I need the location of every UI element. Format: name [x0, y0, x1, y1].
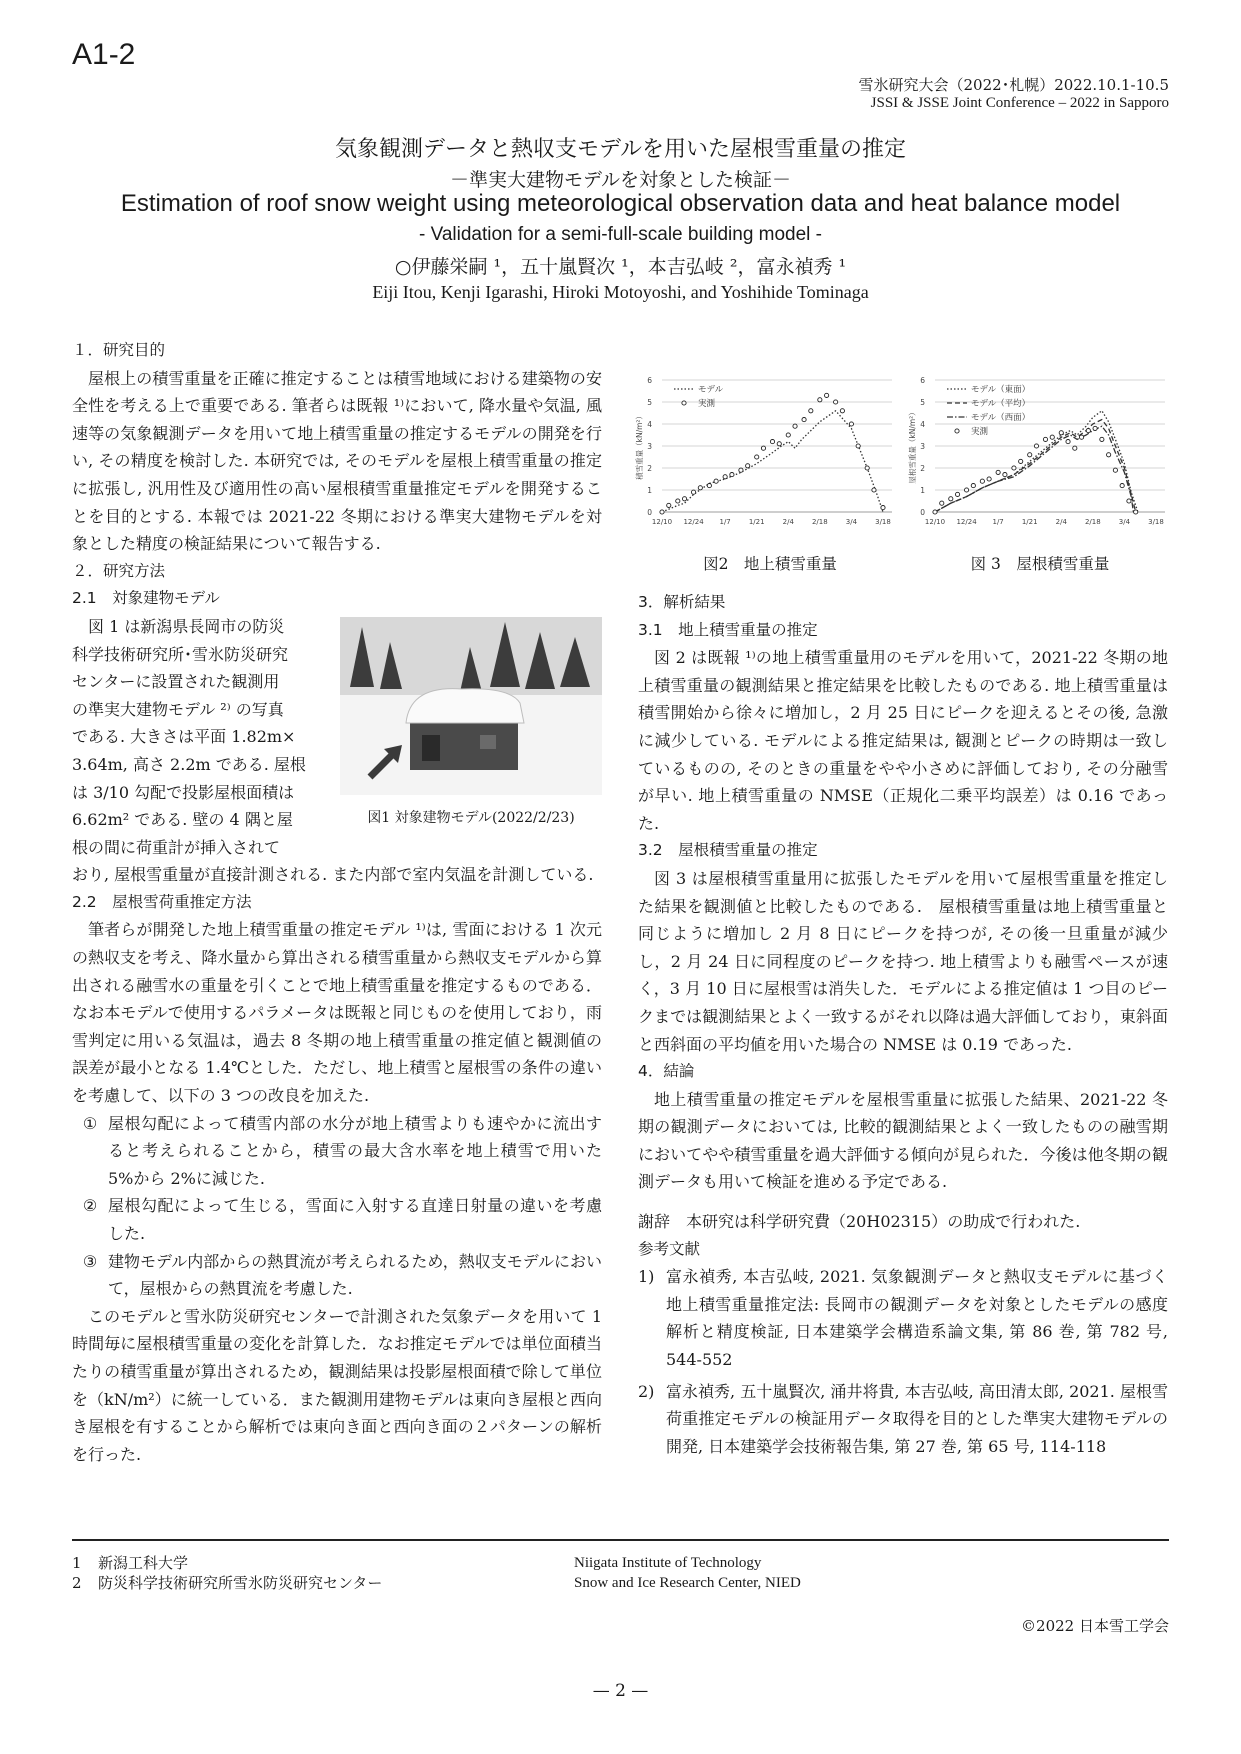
data-point — [1086, 429, 1090, 433]
data-point — [940, 501, 944, 505]
data-point — [1012, 466, 1016, 470]
section31-text: 図 2 は既報 ¹⁾の地上積雪重量用のモデルを用いて，2021-22 冬期の地上積雪重量の観測結果と推定結果を比較したものである. 地上積雪重量は積雪開始から徐々に増加し，2 月 25 日にピークを迎えるとその後, 急激に減少している. モデルによる推定結果は, 観測とピークの時期は一致しているものの, そのときの重量をやや小さめに評価しており, その分融雪が早い. 地上積雪重量の NMSE（正規化二乗平均誤差）は 0.16 であった. — [638, 648, 1168, 833]
data-point — [840, 409, 844, 413]
y-tick-label: 0 — [647, 508, 652, 517]
authors-en: Eiji Itou, Kenji Igarashi, Hiroki Motoyoshi, and Yoshihide Tominaga — [372, 282, 869, 302]
y-tick-label: 0 — [920, 508, 925, 517]
y-tick-label: 5 — [920, 398, 925, 407]
data-point — [1059, 431, 1063, 435]
authors-jp: ○伊藤栄嗣 ¹，五十嵐賢次 ¹，本吉弘岐 ²，富永禎秀 ¹ — [394, 256, 847, 278]
section21-lines — [72, 613, 330, 861]
x-tick-label: 1/21 — [1021, 518, 1038, 526]
data-point — [746, 464, 750, 468]
x-tick-label: 3/4 — [845, 518, 858, 526]
data-point — [996, 470, 1000, 474]
data-point — [1019, 459, 1023, 463]
item-number: ① — [82, 1113, 98, 1133]
affiliation-1 — [72, 1553, 188, 1573]
title-en: Estimation of roof snow weight using meteorological observation data and heat balance model — [120, 190, 1121, 217]
data-point — [1073, 446, 1077, 450]
left-column — [72, 337, 602, 1468]
references-heading: 参考文献 — [638, 1239, 701, 1258]
data-point — [949, 497, 953, 501]
data-point — [667, 503, 671, 507]
data-point — [770, 440, 774, 444]
figure1-photo — [340, 617, 602, 795]
section32-heading: 3.2 屋根積雪重量の推定 — [638, 841, 818, 860]
paper-code: A1-2 — [72, 38, 136, 71]
legend-label: モデル（西面） — [971, 413, 1031, 423]
data-point — [1079, 435, 1083, 439]
data-point — [714, 479, 718, 483]
y-tick-label: 5 — [647, 398, 652, 407]
acknowledgement: 謝辞 本研究は科学研究費（20H02315）の助成で行われた. — [638, 1212, 1081, 1232]
subtitle-en: - Validation for a semi-full-scale building model - — [418, 224, 823, 245]
text-line: は 3/10 勾配で投影屋根面積は — [72, 782, 295, 802]
footer-rule — [72, 1539, 1169, 1541]
list-item — [72, 1248, 602, 1303]
data-point — [682, 497, 686, 501]
affiliation-2 — [72, 1573, 382, 1593]
y-tick-label: 4 — [920, 420, 925, 429]
item-number: ③ — [82, 1251, 98, 1271]
section1-text: 屋根上の積雪重量を正確に推定することは積雪地域における建築物の安全性を考える上で重要である. 筆者らは既報 ¹⁾において, 降水量や気温, 風速等の気象観測データを用いて地上積雪重量の推定するモデルの開発を行い, その精度を検討した. 本研究では, そのモデルを屋根上積雪重量の推定に拡張し, 汎用性及び適用性の高い屋根積雪重量推定モデルを開発することを目的とする. 本報では 2021-22 冬期における準実大建物モデルを対象とした精度の検証結果について報告する. — [72, 368, 602, 554]
x-tick-label: 3/18 — [1148, 518, 1164, 526]
text-line: 図 1 は新潟県長岡市の防災 — [88, 616, 285, 636]
text-line: 科学技術研究所･雪氷防災研究 — [72, 644, 289, 664]
section1-heading: １．研究目的 — [72, 341, 166, 359]
x-tick-label: 1/7 — [992, 518, 1004, 526]
data-point — [849, 422, 853, 426]
x-tick-label: 12/24 — [683, 518, 704, 526]
legend-label: モデル（東面） — [971, 385, 1031, 395]
y-tick-label: 2 — [647, 464, 652, 473]
data-point — [955, 492, 959, 496]
figure1-caption: 図1 対象建物モデル(2022/2/23) — [367, 809, 575, 826]
y-tick-label: 3 — [647, 442, 652, 451]
data-point — [933, 510, 937, 514]
data-point — [1100, 437, 1104, 441]
data-point — [1134, 510, 1138, 514]
legend-label: モデル — [698, 385, 724, 395]
data-point — [730, 473, 734, 477]
data-point — [777, 442, 781, 446]
conference-jp: 雪氷研究大会（2022･札幌）2022.10.1‐10.5 — [858, 76, 1169, 94]
conference-en: JSSI & JSSE Joint Conference – 2022 in Sapporo — [870, 95, 1169, 111]
figure3-chart — [903, 372, 1173, 537]
data-point — [971, 484, 975, 488]
legend-label: モデル（平均） — [971, 399, 1031, 409]
affiliation-1-en: Niigata Institute of Technology — [574, 1555, 762, 1571]
data-point — [964, 488, 968, 492]
data-point — [1028, 453, 1032, 457]
section32-text: 図 3 は屋根積雪重量用に拡張したモデルを用いて屋根雪重量を推定した結果を観測値と比較したものである. 屋根積雪重量は地上積雪重量と同じように増加し 2 月 8 日にピークを持つが, その後一旦重量が減少し，2 月 24 日に同程度のピークを持つ. 地上積雪よりも融雪ペースが速く，3 月 10 日に屋根雪は消失した．モデルによる推定値は 1 つ目のピークまでは観測結果とよく一致するがそれ以降は過大評価しており，東斜面と西斜面の平均値を用いた場合の NMSE は 0.19 であった. — [638, 868, 1168, 1054]
x-tick-label: 1/7 — [719, 518, 731, 526]
section31-heading: 3.1 地上積雪重量の推定 — [638, 620, 818, 639]
y-tick-label: 6 — [920, 376, 925, 385]
data-point — [1120, 484, 1124, 488]
x-tick-label: 2/18 — [811, 518, 828, 526]
section22-text2: このモデルと雪氷防災研究センターで計測された気象データを用いて 1 時間毎に屋根積雪重量の変化を計算した．なお推定モデルでは単位面積当たりの積雪重量が算出されるため，観測結果は投影屋根面積で除して単位を（kN/m²）に統一している．また観測用建物モデルは東向き屋根と西向き屋根を有することから解析では東向き面と西向き面の２パターンの解析を行った. — [72, 1306, 602, 1464]
section4-text: 地上積雪重量の推定モデルを屋根雪重量に拡張した結果、2021-22 冬期の観測データにおいては, 比較的観測結果とよく一致したものの融雪期においてやや積雪重量を過大評価する傾向が見られた．今後は他冬期の観測データも用いて検証を進める予定である. — [638, 1089, 1168, 1192]
figure2-chart — [630, 372, 900, 537]
data-point — [723, 475, 727, 479]
data-point — [987, 477, 991, 481]
item-text: 屋根勾配によって生じる，雪面に入射する直達日射量の違いを考慮した. — [108, 1196, 602, 1243]
figure2-caption: 図2 地上積雪重量 — [703, 555, 837, 573]
y-tick-label: 4 — [647, 420, 652, 429]
affiliation-2-en: Snow and Ice Research Center, NIED — [574, 1575, 801, 1591]
data-point — [1043, 437, 1047, 441]
reference-item — [638, 1263, 1168, 1373]
text-line: センターに設置された観測用 — [72, 672, 280, 692]
data-point — [1003, 473, 1007, 477]
x-tick-label: 12/24 — [956, 518, 977, 526]
section22-text: 筆者らが開発した地上積雪重量の推定モデル ¹⁾は, 雪面における 1 次元の熱収支を考え、降水量から算出される積雪重量から熱収支モデルから算出される融雪水の重量を引くことで地上積雪重量を推定するものである．なお本モデルで使用するパラメータは既報と同じものを使用しており，雨雪判定に用いる気温は，過去 8 冬期の地上積雪重量の推定値と観測値の誤差が最小となる 1.4℃とした．ただし、地上積雪と屋根雪の条件の違いを考慮して、以下の 3 つの改良を加えた. — [72, 920, 602, 1106]
x-tick-label: 3/4 — [1118, 518, 1131, 526]
data-point — [1034, 444, 1038, 448]
data-point — [1127, 499, 1131, 503]
data-point — [818, 398, 822, 402]
reference-item — [638, 1378, 1168, 1461]
aff-jp: 新潟工科大学 — [98, 1554, 189, 1572]
x-tick-label: 2/4 — [1055, 518, 1067, 526]
data-point — [881, 506, 885, 510]
figure1 — [340, 613, 602, 861]
data-point — [825, 393, 829, 397]
reference-text: 富永禎秀, 本吉弘岐, 2021. 気象観測データと熱収支モデルに基づく地上積雪重量推定法: 長岡市の観測データを対象としたモデルの感度解析と精度検証, 日本建築学会構造系論文集, 第 86 巻, 第 782 号, 544-552 — [666, 1267, 1168, 1370]
y-tick-label: 1 — [647, 486, 652, 495]
text-line: 3.64m, 高さ 2.2m である. 屋根 — [72, 754, 306, 774]
y-tick-label: 6 — [647, 376, 652, 385]
data-point — [698, 486, 702, 490]
x-tick-label: 2/18 — [1084, 518, 1101, 526]
section2-heading: ２．研究方法 — [72, 561, 166, 580]
list-item — [72, 1110, 602, 1193]
data-point — [1107, 453, 1111, 457]
data-point — [802, 418, 806, 422]
aff-jp: 防災科学技術研究所雪氷防災研究センター — [98, 1574, 383, 1592]
data-point — [872, 488, 876, 492]
section21-heading: 2.1 対象建物モデル — [72, 589, 220, 608]
text-line: 根の間に荷重計が挿入されて — [72, 837, 281, 857]
y-axis-label: 屋根雪重量（kN/m²） — [908, 408, 917, 484]
data-point — [856, 444, 860, 448]
x-tick-label: 1/21 — [748, 518, 765, 526]
legend-marker — [955, 429, 959, 433]
y-axis-label: 積雪重量（kN/m²） — [635, 412, 644, 480]
figure1-wrap — [72, 613, 602, 861]
subtitle-jp: －準実大建物モデルを対象とした検証－ — [449, 169, 792, 191]
section3-heading: 3．解析結果 — [638, 593, 726, 611]
section22-heading: 2.2 屋根雪荷重推定方法 — [72, 892, 252, 911]
x-tick-label: 12/10 — [651, 518, 673, 526]
data-point — [691, 490, 695, 494]
figure3-caption: 図 3 屋根積雪重量 — [970, 555, 1110, 573]
page-number: — 2 — — [592, 1681, 649, 1701]
data-point — [786, 433, 790, 437]
text-line: 6.62m² である. 壁の 4 隅と屋 — [72, 810, 293, 830]
data-point — [865, 466, 869, 470]
data-point — [707, 484, 711, 488]
x-tick-label: 3/18 — [875, 518, 891, 526]
y-tick-label: 1 — [920, 486, 925, 495]
data-point — [660, 510, 664, 514]
data-point — [1093, 426, 1097, 430]
y-tick-label: 3 — [920, 442, 925, 451]
text-line: の準実大建物モデル ²⁾ の写真 — [72, 699, 284, 719]
legend-label: 実測 — [971, 427, 989, 437]
reference-number: 2) — [638, 1381, 655, 1401]
item-text: 屋根勾配によって積雪内部の水分が地上積雪よりも速やかに流出すると考えられることから，積雪の最大含水率を地上積雪で用いた 5%から 2%に減じた. — [108, 1113, 602, 1188]
data-point — [980, 479, 984, 483]
text-line: である. 大きさは平面 1.82m× — [72, 727, 296, 747]
data-point — [755, 455, 759, 459]
title-jp: 気象観測データと熱収支モデルを用いた屋根雪重量の推定 — [335, 137, 906, 162]
aff-number: 1 — [72, 1554, 82, 1572]
copyright: ©2022 日本雪工学会 — [1021, 1617, 1169, 1635]
x-tick-label: 12/10 — [924, 518, 946, 526]
series-line — [935, 420, 1136, 512]
aff-number: 2 — [72, 1574, 82, 1592]
data-point — [676, 499, 680, 503]
reference-number: 1) — [638, 1267, 655, 1287]
x-tick-label: 2/4 — [782, 518, 794, 526]
section21-rest: おり, 屋根雪重量が直接計測される. また内部で室内気温を計測している. — [72, 865, 594, 885]
data-point — [809, 409, 813, 413]
data-point — [1050, 435, 1054, 439]
list-item — [72, 1192, 602, 1247]
item-number: ② — [82, 1196, 98, 1216]
section4-heading: 4．結論 — [638, 1062, 695, 1081]
y-tick-label: 2 — [920, 464, 925, 473]
data-point — [739, 468, 743, 472]
data-point — [761, 446, 765, 450]
legend-marker — [682, 401, 686, 405]
data-point — [834, 400, 838, 404]
reference-text: 富永禎秀, 五十嵐賢次, 涌井将貴, 本吉弘岐, 高田清太郎, 2021. 屋根雪荷重推定モデルの検証用データ取得を目的とした準実大建物モデルの開発, 日本建築学会技術報告集, 第 27 巻, 第 65 号, 114-118 — [666, 1381, 1168, 1456]
data-point — [793, 424, 797, 428]
legend-label: 実測 — [698, 399, 716, 409]
right-column — [638, 589, 1168, 1460]
data-point — [1113, 468, 1117, 472]
data-point — [1066, 440, 1070, 444]
item-text: 建物モデル内部からの熱貫流が考えられるため，熱収支モデルにおいて，屋根からの熱貫流を考慮した. — [108, 1251, 602, 1299]
